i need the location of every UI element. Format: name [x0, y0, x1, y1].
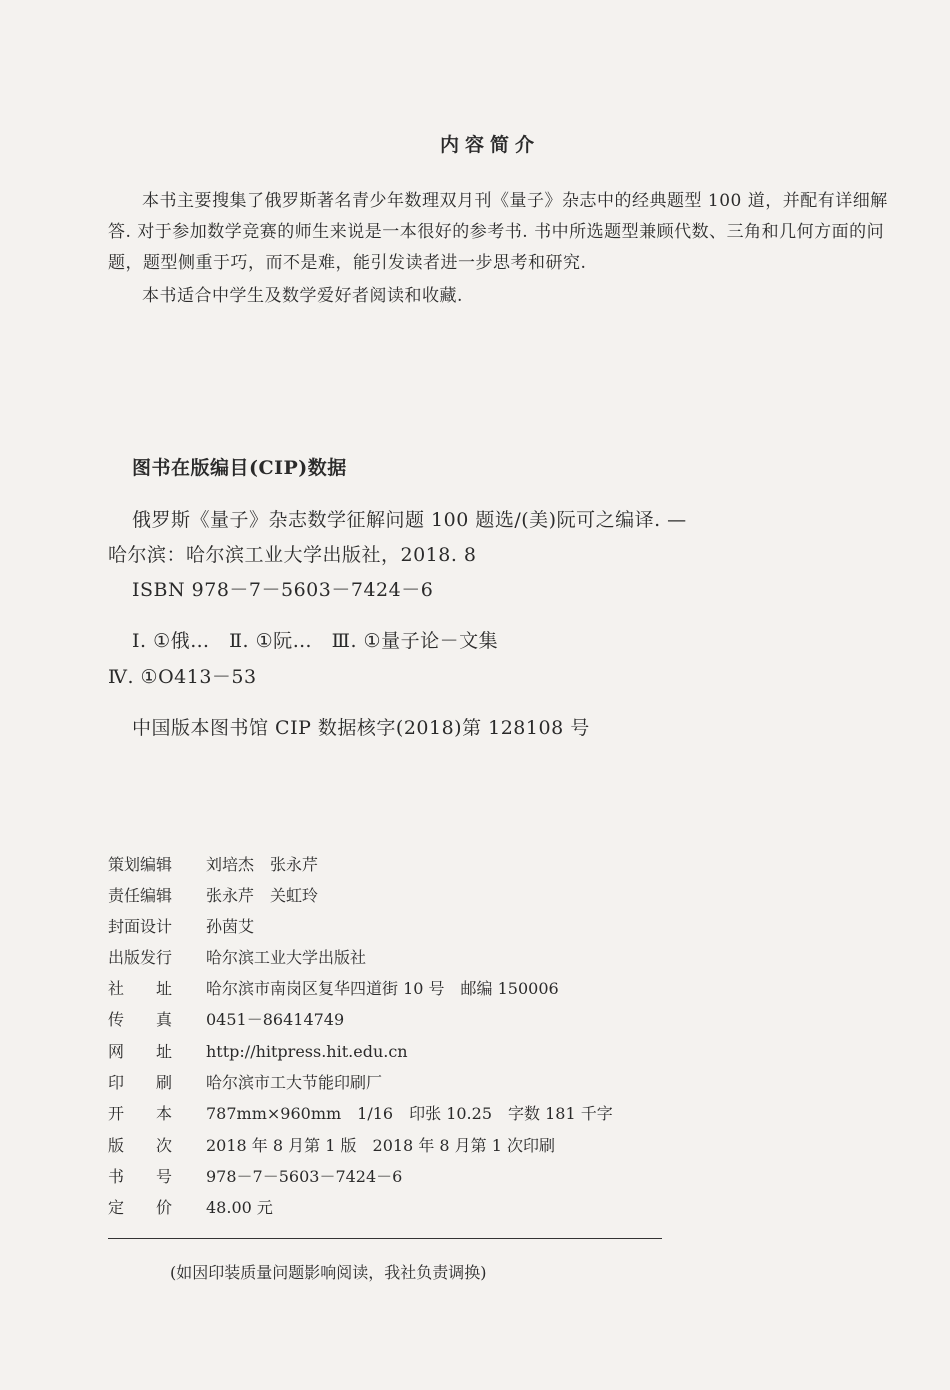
credit-value: 48.00 元 [206, 1198, 273, 1217]
quality-notice: (如因印装质量问题影响阅读，我社负责调换) [170, 1263, 487, 1282]
credit-row [108, 973, 559, 1004]
credit-row [108, 1067, 382, 1098]
credit-label: 定 价 [108, 1198, 173, 1217]
credit-value: 哈尔滨工业大学出版社 [206, 948, 367, 967]
cip-line: 哈尔滨：哈尔滨工业大学出版社，2018. 8 [108, 544, 477, 566]
credit-value: 刘培杰 张永芹 [206, 855, 319, 874]
credit-row [108, 849, 318, 880]
credit-row [108, 1161, 402, 1192]
cip-line: 俄罗斯《量子》杂志数学征解问题 100 题选/(美)阮可之编译. — [132, 509, 687, 531]
cip-line: ISBN 978－7－5603－7424－6 [132, 579, 434, 601]
credit-label: 策划编辑 [108, 855, 173, 874]
credit-value: 孙茵艾 [206, 917, 255, 936]
credit-value: 2018 年 8 月第 1 版 2018 年 8 月第 1 次印刷 [206, 1136, 556, 1155]
website-text: http://hitpress.hit.edu.cn [206, 1042, 408, 1061]
credit-value: 978－7－5603－7424－6 [206, 1167, 403, 1186]
credit-row [108, 1036, 408, 1067]
credit-label: 责任编辑 [108, 886, 173, 905]
intro-paragraph: 本书主要搜集了俄罗斯著名青少年数理双月刊《量子》杂志中的经典题型 100 道，并配有详细解答. 对于参加数学竞赛的师生来说是一本很好的参考书. 书中所选题型兼顾代数、三角和几何方面的问题，题型侧重于巧，而不是难，能引发读者进一步思考和研究. [108, 191, 888, 273]
credit-row [108, 1130, 555, 1161]
credit-value: 哈尔滨市工大节能印刷厂 [206, 1073, 383, 1092]
intro-title: 内容简介 [439, 134, 540, 156]
credit-label: 印 刷 [108, 1073, 173, 1092]
credit-label: 出版发行 [108, 948, 173, 967]
credit-label: 网 址 [108, 1042, 173, 1061]
credit-value: 787mm×960mm 1/16 印张 10.25 字数 181 千字 [206, 1104, 613, 1123]
credit-row [108, 911, 254, 942]
credit-row [108, 942, 366, 973]
credit-row [108, 1004, 344, 1035]
cip-line: Ⅳ. ①O413－53 [108, 666, 257, 688]
credit-label: 封面设计 [108, 917, 173, 936]
credit-value: 哈尔滨市南岗区复华四道街 10 号 邮编 150006 [206, 979, 559, 998]
credit-value: 0451－86414749 [206, 1010, 345, 1029]
credit-label: 社 址 [108, 979, 173, 998]
credit-label: 书 号 [108, 1167, 173, 1186]
intro-paragraph: 本书适合中学生及数学爱好者阅读和收藏. [142, 286, 463, 306]
credit-value: 张永芹 关虹玲 [206, 886, 319, 905]
credit-row [108, 880, 318, 911]
credit-row [108, 1192, 273, 1223]
cip-line: Ⅰ. ①俄… Ⅱ. ①阮… Ⅲ. ①量子论－文集 [132, 630, 499, 652]
credit-label: 开 本 [108, 1104, 173, 1123]
cip-heading: 图书在版编目(CIP)数据 [132, 457, 347, 479]
divider [108, 1238, 662, 1239]
credit-label: 版 次 [108, 1136, 173, 1155]
credit-label: 传 真 [108, 1010, 173, 1029]
credit-row [108, 1098, 613, 1129]
cip-line: 中国版本图书馆 CIP 数据核字(2018)第 128108 号 [132, 717, 590, 739]
